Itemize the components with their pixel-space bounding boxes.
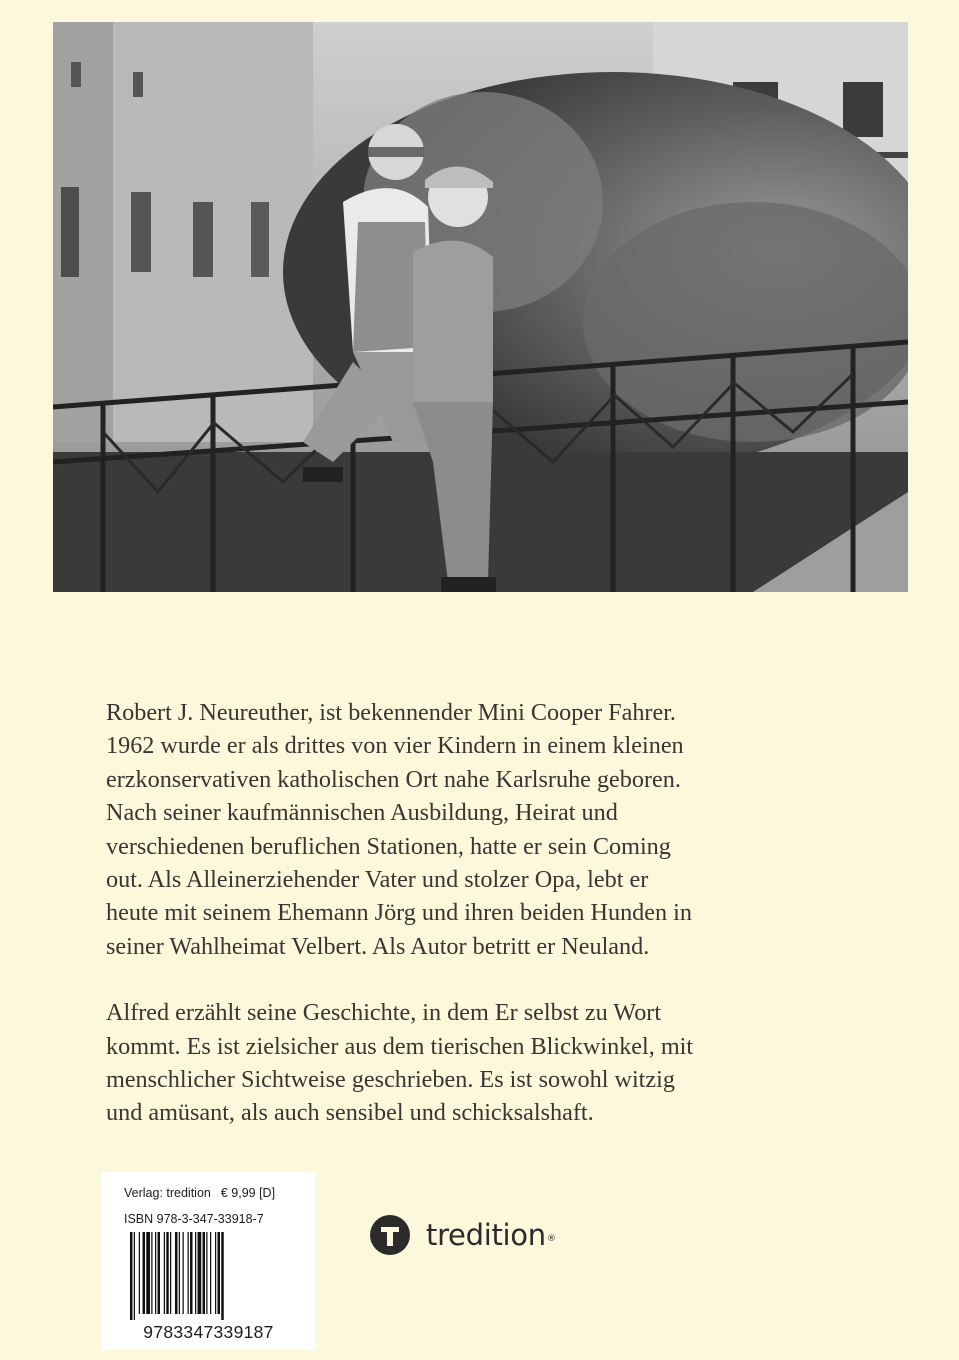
summary-line: menschlicher Sichtweise geschrieben. Es ist sowohl witzig	[106, 1066, 675, 1094]
barcode-bar	[179, 1232, 180, 1314]
barcode-bar	[155, 1232, 156, 1314]
barcode-bar	[190, 1232, 193, 1314]
tredition-logo-icon	[370, 1215, 410, 1255]
barcode-bar	[134, 1232, 135, 1320]
summary-line: kommt. Es ist zielsicher aus dem tierischen Blickwinkel, mit	[106, 1032, 694, 1060]
registered-mark: ®	[546, 1234, 556, 1244]
barcode-bar	[158, 1232, 161, 1314]
barcode-bars	[130, 1232, 288, 1320]
bio-line: seiner Wahlheimat Velbert. Als Autor betritt er Neuland.	[106, 932, 650, 960]
back-cover-blurb	[106, 696, 866, 1163]
bio-line: heute mit seinem Ehemann Jörg und ihren beiden Hunden in	[106, 899, 692, 927]
bio-line: 1962 wurde er als drittes von vier Kindern in einem kleinen	[106, 732, 684, 760]
barcode-bar	[139, 1232, 140, 1314]
barcode-bar	[151, 1232, 152, 1314]
bio-line: erzkonservativen katholischen Ort nahe Karlsruhe geboren.	[106, 765, 681, 793]
author-photo	[53, 22, 908, 592]
barcode-bar	[164, 1232, 165, 1314]
publisher-label: Verlag: tredition	[124, 1186, 211, 1200]
barcode-bar	[188, 1232, 189, 1314]
barcode-bar	[206, 1232, 207, 1314]
barcode-bar	[146, 1232, 150, 1314]
barcode-bar	[198, 1232, 202, 1314]
barcode-bar	[175, 1232, 178, 1314]
author-photo-image	[53, 22, 908, 592]
price-label: € 9,99 [D]	[220, 1186, 276, 1200]
barcode-bar	[203, 1232, 206, 1314]
barcode-bar	[218, 1232, 221, 1314]
logo-wordmark: tredition	[426, 1218, 546, 1252]
bio-line: out. Als Alleinerziehender Vater und stolzer Opa, lebt er	[106, 866, 649, 894]
barcode-bar	[210, 1232, 211, 1314]
barcode-bar	[183, 1232, 184, 1314]
summary-line: und amüsant, als auch sensibel und schicksalshaft.	[106, 1099, 594, 1127]
bio-line: Robert J. Neureuther, ist bekennender Mini Cooper Fahrer.	[106, 699, 676, 726]
book-summary-paragraph	[106, 996, 866, 1130]
barcode-bar	[170, 1232, 171, 1314]
barcode-bar	[143, 1232, 146, 1314]
barcode-bar	[215, 1232, 216, 1314]
barcode-bar	[221, 1232, 224, 1320]
barcode-digits: 9783347339187	[143, 1322, 274, 1342]
barcode-bar	[195, 1232, 196, 1314]
isbn-label: ISBN 978-3-347-33918-7	[124, 1212, 264, 1226]
publisher-logo-text	[426, 1215, 556, 1255]
barcode-bar	[166, 1232, 169, 1314]
barcode-bar	[130, 1232, 133, 1320]
bio-line: Nach seiner kaufmännischen Ausbildung, Heirat und	[106, 799, 618, 827]
author-bio-paragraph	[106, 696, 866, 963]
publisher-price-line	[124, 1186, 275, 1200]
bio-line: verschiedenen beruflichen Stationen, hatte er sein Coming	[106, 832, 671, 860]
summary-line: Alfred erzählt seine Geschichte, in dem Er selbst zu Wort	[106, 999, 662, 1027]
isbn-barcode-box	[102, 1172, 315, 1350]
publisher-logo	[370, 1215, 556, 1255]
